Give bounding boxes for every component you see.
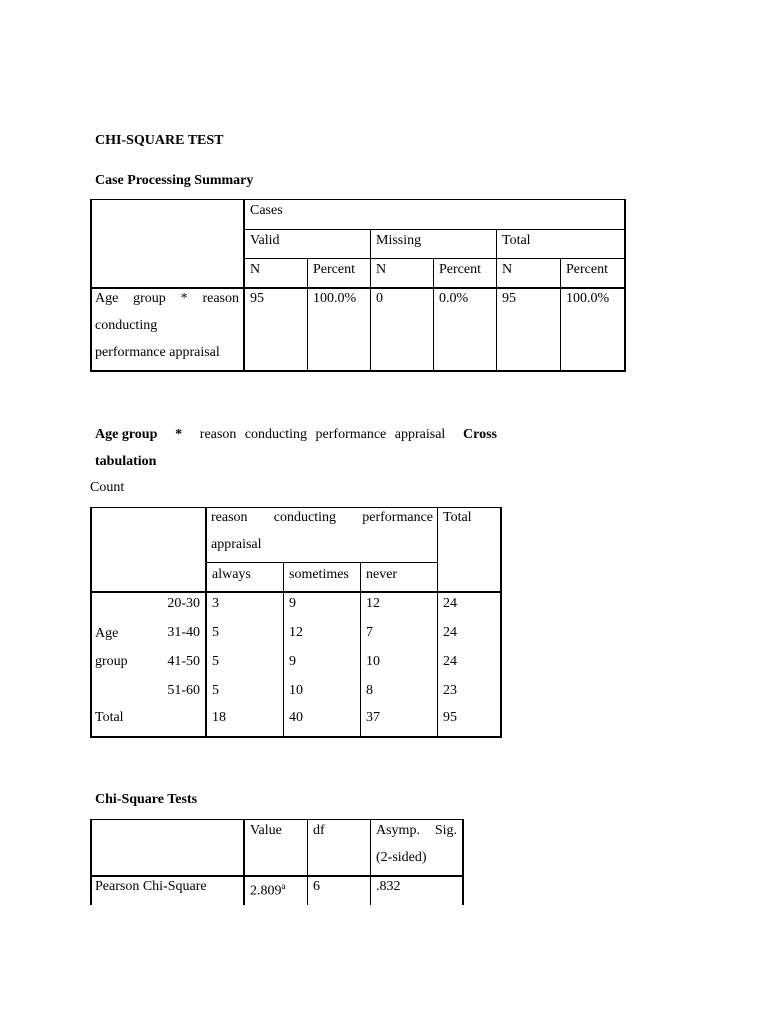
total-header: Total: [502, 233, 531, 248]
col-percent: Percent: [439, 262, 481, 277]
table-cell: 9: [289, 654, 296, 669]
valid-header: Valid: [250, 233, 280, 248]
pearson-value: [245, 873, 286, 905]
crosstab-title-line2: tabulation: [95, 454, 157, 469]
sig-word: Sig.: [434, 823, 457, 838]
row-label-word: group: [133, 291, 166, 306]
row-group-label: group: [95, 654, 128, 669]
row-label-word: reason: [202, 291, 239, 306]
crosstab-total-header: Total: [443, 510, 472, 525]
col-asymp-sig: [376, 817, 457, 871]
table-cell: 24: [443, 654, 457, 669]
header-word: reason: [211, 510, 248, 525]
crosstab-title-middle: reason conducting performance appraisal: [199, 427, 446, 442]
table-cell: 37: [366, 710, 380, 725]
col-percent: Percent: [566, 262, 608, 277]
crosstab-title-bold: Cross: [463, 427, 497, 442]
table-cell: 95: [443, 710, 457, 725]
table-cell: 24: [443, 625, 457, 640]
col-percent: Percent: [313, 262, 355, 277]
table-cell: 23: [443, 683, 457, 698]
header-word: performance: [362, 510, 433, 525]
table-cell: 5: [212, 625, 219, 640]
cases-header: Cases: [250, 203, 283, 218]
pearson-df: 6: [313, 879, 320, 894]
table-cell: 9: [289, 596, 296, 611]
table-cell: 10: [366, 654, 380, 669]
missing-n-value: 0: [376, 291, 383, 306]
age-row-label: 51-60: [167, 683, 200, 698]
pearson-sig: .832: [376, 879, 401, 894]
case-summary-title: Case Processing Summary: [95, 173, 254, 188]
row-label-word: Age: [95, 291, 119, 306]
count-label: Count: [90, 480, 125, 495]
col-sometimes: sometimes: [289, 567, 349, 582]
col-always: always: [212, 567, 251, 582]
header-word: conducting: [273, 510, 337, 525]
table-cell: 7: [366, 625, 373, 640]
table-cell: 40: [289, 710, 303, 725]
age-row-label: 31-40: [167, 625, 200, 640]
total-row-label: Total: [95, 710, 124, 725]
age-row-label: 41-50: [167, 654, 200, 669]
col-n: N: [502, 262, 513, 277]
row-label-word: *: [180, 291, 188, 306]
table-cell: 12: [366, 596, 380, 611]
crosstab-title-bold: Age group: [95, 427, 158, 442]
table-cell: 8: [366, 683, 373, 698]
col-value: Value: [250, 823, 282, 838]
sig-line2: (2-sided): [376, 850, 427, 865]
missing-percent-value: 0.0%: [439, 291, 469, 306]
table-cell: 3: [212, 596, 219, 611]
row-label-line: performance appraisal: [95, 345, 220, 360]
missing-header: Missing: [376, 233, 422, 248]
tests-title: Chi-Square Tests: [95, 792, 198, 807]
col-n: N: [376, 262, 387, 277]
table-cell: 10: [289, 683, 303, 698]
total-n-value: 95: [502, 291, 516, 306]
valid-n-value: 95: [250, 291, 264, 306]
table-cell: 5: [212, 683, 219, 698]
row-group-label: Age: [95, 626, 119, 641]
col-df: df: [313, 823, 325, 838]
col-n: N: [250, 262, 261, 277]
pearson-value-number: 2.809: [250, 883, 282, 899]
table-cell: 24: [443, 596, 457, 611]
crosstab-title-star: *: [175, 427, 183, 442]
pearson-label: Pearson Chi-Square: [95, 879, 207, 894]
valid-percent-value: 100.0%: [313, 291, 357, 306]
page-title: CHI-SQUARE TEST: [95, 133, 224, 148]
row-label-line: conducting: [95, 318, 158, 333]
header-word: appraisal: [211, 537, 262, 552]
table-cell: 12: [289, 625, 303, 640]
col-never: never: [366, 567, 398, 582]
table-cell: 18: [212, 710, 226, 725]
table-cell: 5: [212, 654, 219, 669]
sig-word: Asymp.: [376, 823, 420, 838]
age-row-label: 20-30: [167, 596, 200, 611]
total-percent-value: 100.0%: [566, 291, 610, 306]
footnote-marker: a: [281, 881, 286, 891]
